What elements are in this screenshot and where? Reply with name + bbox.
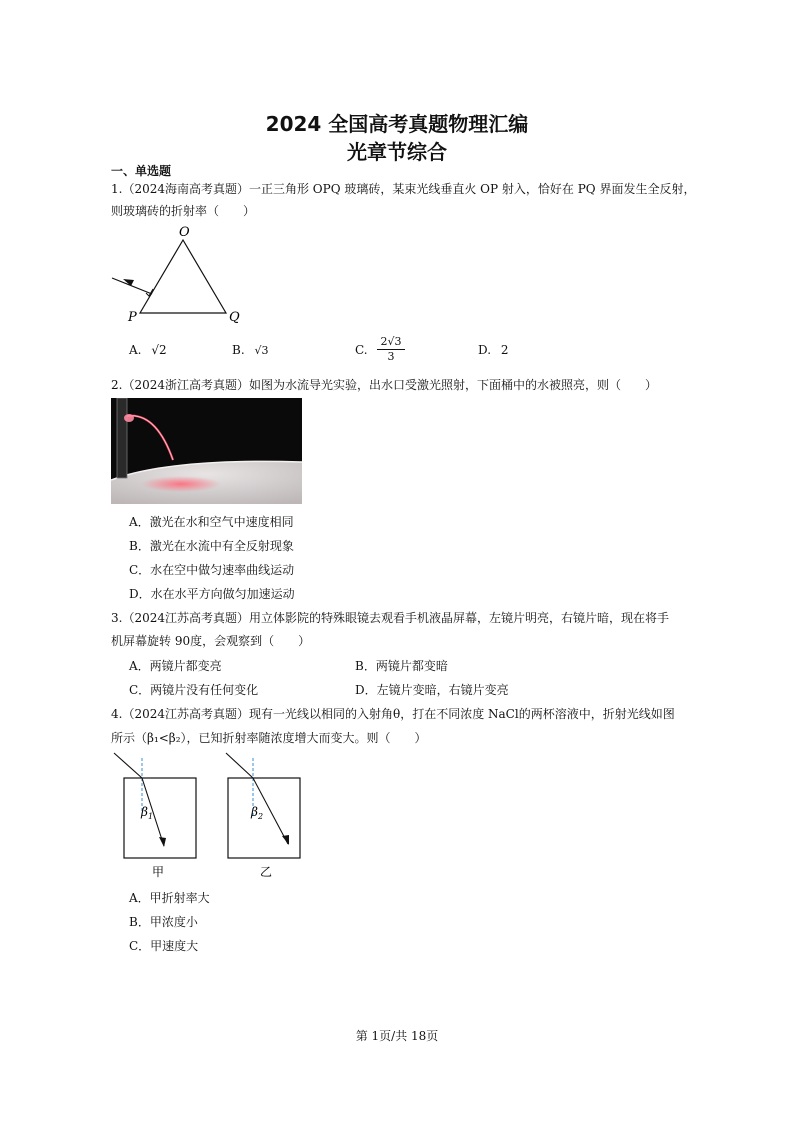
option-key: B. [232,343,245,357]
beaker-jia [124,778,196,858]
q3-stem-line2: 机屏幕旋转 90度，会观察到（ ） [111,634,311,648]
q1-option-d[interactable] [478,343,508,357]
q3-option-b[interactable]: B．两镜片都变暗 [355,659,448,673]
section-heading: 一、单选题 [111,164,172,178]
page-title: 2024 全国高考真题物理汇编 [265,112,529,136]
q2-option-c[interactable]: C．水在空中做匀速率曲线运动 [129,563,295,577]
q4-option-a[interactable]: A．甲折射率大 [129,891,210,905]
label-p: P [128,310,137,325]
q1-option-b[interactable] [232,343,268,357]
label-o: O [179,225,190,240]
option-value: √2 [151,343,167,357]
incident-ray-jia [114,753,142,778]
fraction [377,335,405,364]
q2-option-a[interactable]: A．激光在水和空气中速度相同 [129,515,294,529]
q1-stem-line2: 则玻璃砖的折射率（ ） [111,204,256,218]
option-key: A. [129,343,142,357]
beaker-yi [228,778,300,858]
q3-option-c[interactable]: C．两镜片没有任何变化 [129,683,259,697]
option-key: D. [478,343,492,357]
laser-glow-dish [141,476,221,492]
fraction-numerator: 2√3 [377,335,405,350]
laser-spot [124,414,134,422]
arrow-head-jia [159,837,166,847]
q4-refraction-figure [108,750,318,882]
q4-stem-line2: 所示（β₁<β₂），已知折射率随浓度增大而变大。则（ ） [111,731,427,745]
water-laser-photo [111,398,302,504]
q3-option-d[interactable]: D．左镜片变暗，右镜片变亮 [355,683,509,697]
beta1-label: $\beta_1$ [141,805,154,821]
q1-option-a[interactable] [129,343,167,357]
q2-stem-line1: 2.（2024浙江高考真题）如图为水流导光实验，出水口受激光照射，下面桶中的水被照亮，则（ ） [111,378,657,392]
label-jia: 甲 [152,865,165,879]
q3-stem-line1: 3.（2024江苏高考真题）用立体影院的特殊眼镜去观看手机液晶屏幕，左镜片明亮，右镜片暗，现在将手 [111,611,669,625]
label-yi: 乙 [260,865,273,879]
q2-option-d[interactable]: D．水在水平方向做匀加速运动 [129,587,295,601]
q4-option-b[interactable]: B．甲浓度小 [129,915,198,929]
q4-option-c[interactable]: C．甲速度大 [129,939,199,953]
refracted-ray-yi [253,778,288,844]
option-key: C. [355,343,368,357]
q1-triangle-figure [105,222,255,326]
arrow-head-yi [282,835,289,845]
label-q: Q [229,310,240,325]
triangle-opq [140,240,226,313]
q4-stem-line1: 4.（2024江苏高考真题）现有一光线以相同的入射角θ，打在不同浓度 NaCl的两杯溶液中，折射光线如图 [111,707,675,721]
incident-ray-yi [226,753,253,778]
q2-option-b[interactable]: B．激光在水流中有全反射现象 [129,539,294,553]
q1-stem-line1: 1.（2024海南高考真题）一正三角形 OPQ 玻璃砖，某束光线垂直火 OP 射入，恰好在 PQ 界面发生全反射， [111,182,696,196]
page-footer: 第 1页/共 18页 [355,1029,439,1043]
page-subtitle: 光章节综合 [347,140,447,164]
option-value: 2 [500,343,509,357]
beta2-label: $\beta_2$ [251,805,264,821]
option-value: √3 [254,344,269,357]
q3-option-a[interactable]: A．两镜片都变亮 [129,659,222,673]
fraction-denominator: 3 [387,350,395,363]
glass-container [117,398,127,478]
